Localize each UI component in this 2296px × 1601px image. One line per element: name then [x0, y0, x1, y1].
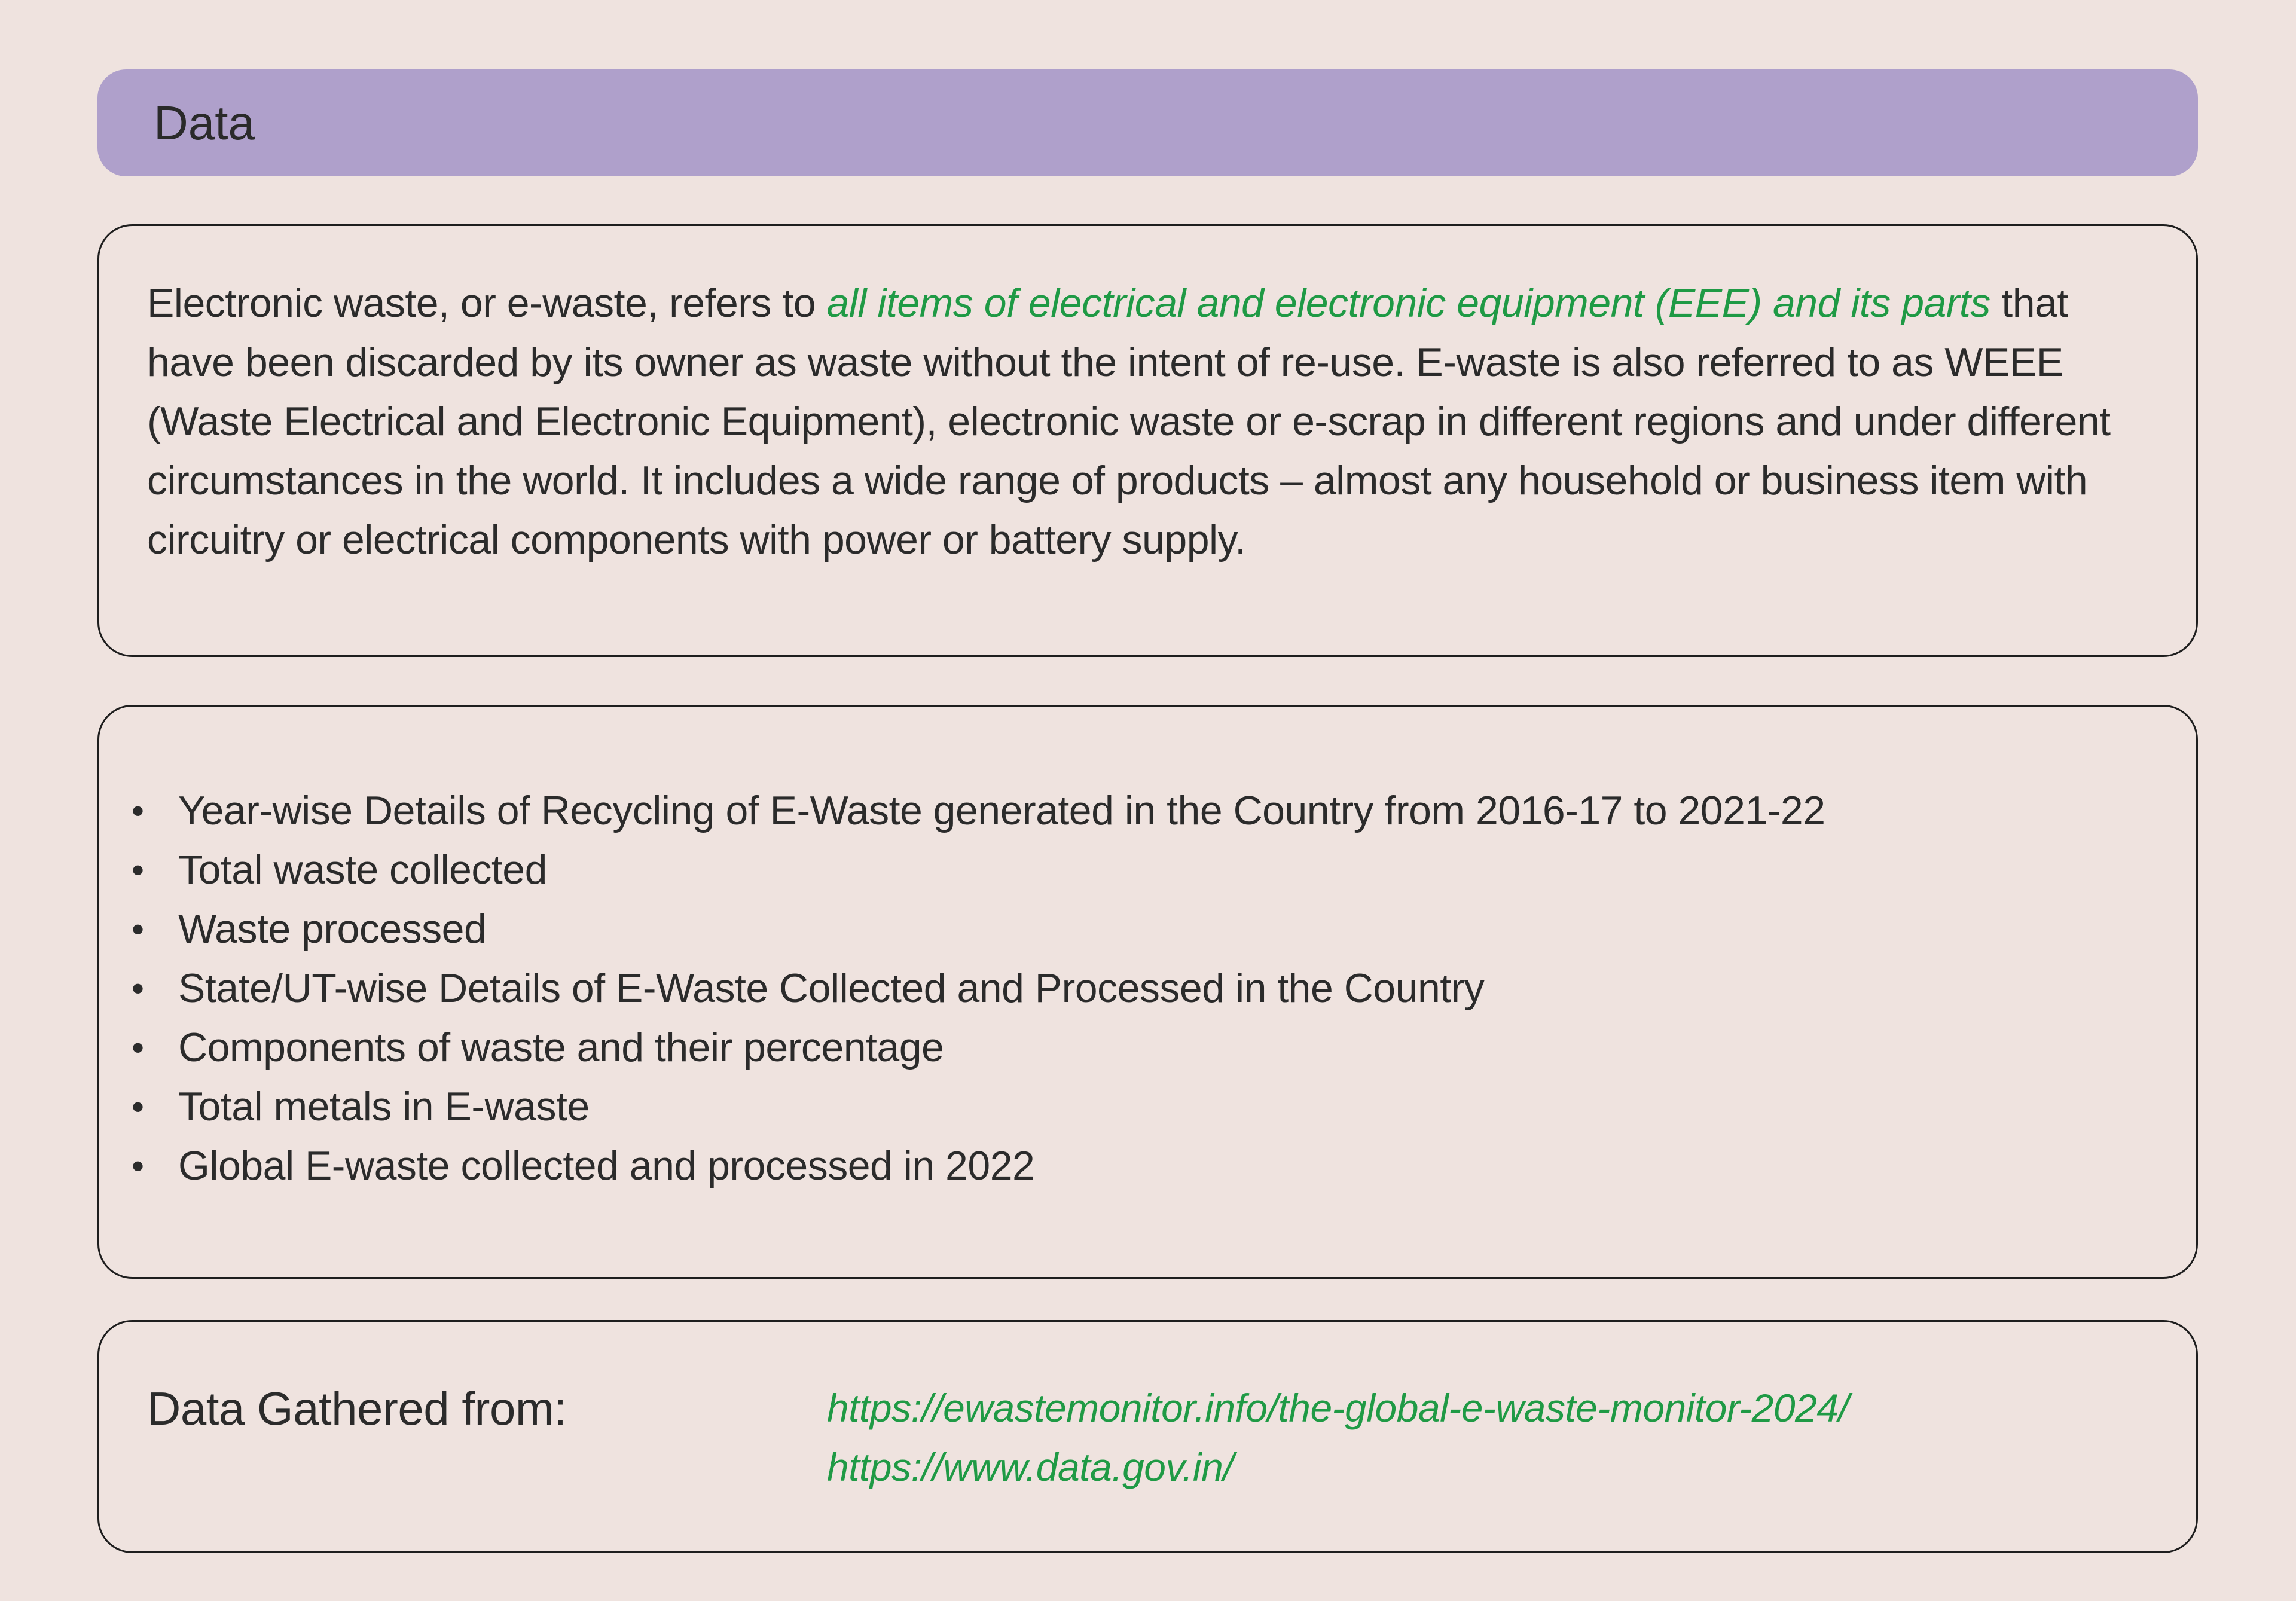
source-links	[827, 1379, 1849, 1497]
list-item	[123, 1077, 2172, 1136]
definition-highlight: all items of electrical and electronic equipment (EEE) and its parts	[826, 280, 1990, 326]
source-link-data-gov-in[interactable]: https://www.data.gov.in/	[827, 1445, 1234, 1489]
bullet-icon: •	[132, 909, 144, 949]
definition-box	[97, 224, 2198, 657]
list-item-text: Waste processed	[178, 906, 487, 952]
topics-box	[97, 705, 2198, 1279]
section-title: Data	[154, 96, 255, 149]
bullet-icon: •	[132, 1146, 144, 1186]
definition-text-intro: Electronic waste, or e-waste, refers to	[147, 280, 827, 326]
list-item-text: Global E-waste collected and processed in 2022	[178, 1143, 1035, 1188]
list-item	[123, 959, 2172, 1018]
section-header-bar	[97, 69, 2198, 176]
bullet-icon: •	[132, 1028, 144, 1068]
list-item	[123, 1018, 2172, 1077]
source-box	[97, 1320, 2198, 1553]
list-item-text: Total waste collected	[178, 847, 547, 893]
list-item-text: State/UT-wise Details of E-Waste Collected and Processed in the Country	[178, 966, 1485, 1011]
bullet-icon: •	[132, 850, 144, 890]
list-item	[123, 900, 2172, 959]
source-label: Data Gathered from:	[147, 1382, 567, 1435]
topics-list	[123, 781, 2172, 1196]
list-item-text: Components of waste and their percentage	[178, 1025, 944, 1070]
bullet-icon: •	[132, 791, 144, 831]
list-item	[123, 841, 2172, 900]
list-item-text: Total metals in E-waste	[178, 1084, 590, 1129]
bullet-icon: •	[132, 968, 144, 1009]
definition-paragraph	[147, 274, 2154, 570]
source-link-ewastemonitor[interactable]: https://ewastemonitor.info/the-global-e-waste-monitor-2024/	[827, 1386, 1849, 1430]
bullet-icon: •	[132, 1087, 144, 1127]
list-item-text: Year-wise Details of Recycling of E-Waste generated in the Country from 2016-17 to 2021-22	[178, 788, 1825, 833]
list-item	[123, 1136, 2172, 1196]
list-item	[123, 781, 2172, 841]
definition-text-rest: that have been discarded by its owner as waste without the intent of re-use. E-waste is also referred to as WEEE (Waste Electrical and Electronic Equipment), electronic waste or e-scrap in different regions and under different circumstances in the world. It includes a wide range of products – almost any household or business item with circuitry or electrical components with power or battery supply.	[147, 280, 2111, 563]
